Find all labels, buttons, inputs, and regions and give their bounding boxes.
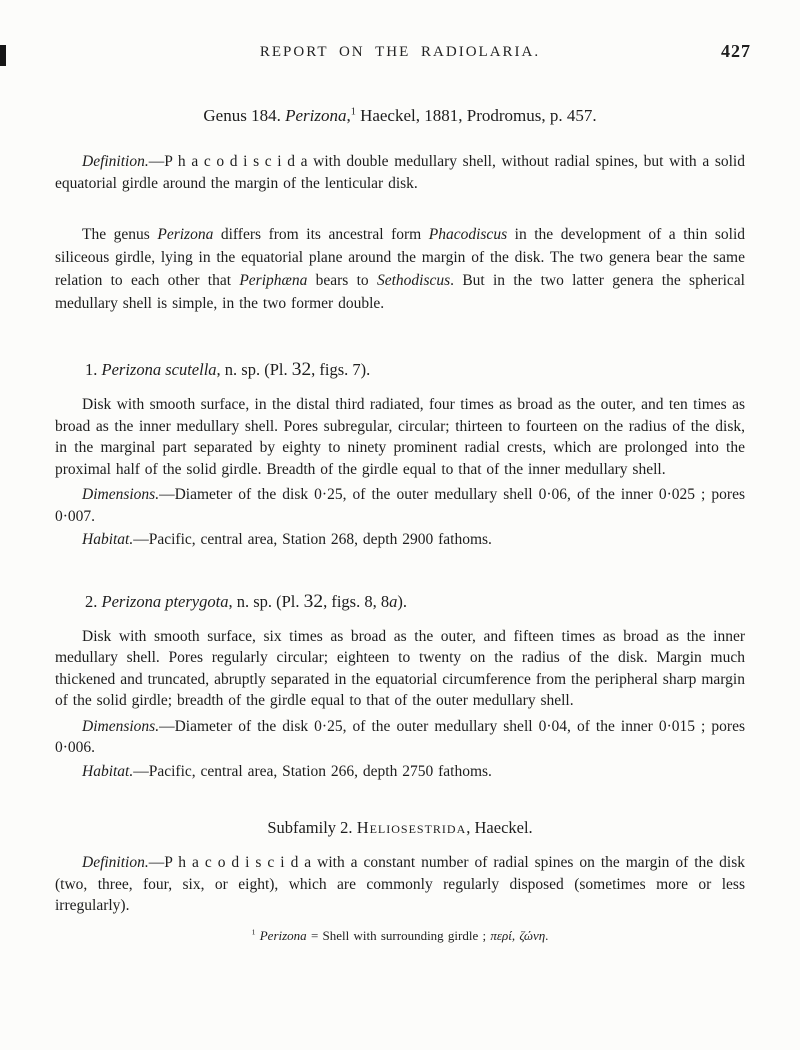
species-2-heading: 2. Perizona pterygota, n. sp. (Pl. 32, figs. 8, 8a).	[85, 590, 407, 612]
genus-definition-paragraph: Definition.—P h a c o d i s c i d a with double medullary shell, without radial spines, but with a solid equatorial girdle around the margin of the lenticular disk.	[55, 153, 745, 192]
species-2-dimensions-paragraph: Dimensions.—Diameter of the disk 0·25, of the outer medullary shell 0·04, of the inner 0·015 ; pores 0·006.	[55, 717, 745, 756]
scan-artifact-speck	[0, 45, 6, 66]
species-2-habitat-paragraph: Habitat.—Pacific, central area, Station 266, depth 2750 fathoms.	[82, 762, 492, 780]
species-1-habitat-paragraph: Habitat.—Pacific, central area, Station 268, depth 2900 fathoms.	[82, 531, 492, 548]
running-header	[55, 41, 751, 66]
species-2-description-paragraph: Disk with smooth surface, six times as broad as the outer, and fifteen times as broad as the inner medullary shell. Pores regularly circular; eighteen to twenty on the radius of the disk. Margin much thickened and truncated, abruptly separated in the equatorial circumference from the peripheral sharp margin of the solid girdle; breadth of the girdle equal to that of the outer medullary shell.	[55, 627, 745, 709]
species-1-description-paragraph: Disk with smooth surface, in the distal third radiated, four times as broad as the outer, and ten times as broad as the inner medullary shell. Pores subregular, circular; thirteen to fourteen on the radius of the disk, in the marginal part separated by eighty to ninety prominent radial crests, which are prolonged into the proximal half of the solid girdle. Breadth of the girdle equal to that of the inner medullary shell.	[55, 396, 745, 478]
species-1-dimensions-paragraph: Dimensions.—Diameter of the disk 0·25, of the outer medullary shell 0·06, of the inner 0·025 ; pores 0·007.	[55, 486, 745, 525]
running-head-title: REPORT ON THE RADIOLARIA.	[259, 44, 541, 60]
genus-description-paragraph: The genus Perizona differs from its ancestral form Phacodiscus in the development of a thin solid siliceous girdle, lying in the equatorial plane around the margin of the disk. The two genera bear the same relation to each other that Periphæna bears to Sethodiscus. But in the two latter genera the spherical medullary shell is simple, in the two former double.	[55, 226, 746, 312]
page-number: 427	[721, 41, 751, 61]
genus-heading: Genus 184. Perizona,$^1$ Haeckel, 1881, Prodromus, p. 457.	[203, 106, 597, 125]
species-1-heading: 1. Perizona scutella, n. sp. (Pl. 32, figs. 7).	[85, 359, 371, 380]
subfamily-definition-paragraph: Definition.—P h a c o d i s c i d a with a constant number of radial spines on the margin of the disk (two, three, four, six, or eight), which are commonly regularly disposed (sometimes more or less irregularly).	[55, 854, 745, 914]
subfamily-heading: Subfamily 2. Heliosestrida, Haeckel.	[267, 818, 533, 837]
footnote: $^1$ Perizona = Shell with surrounding girdle ; περί, ζώνη.	[251, 927, 549, 943]
